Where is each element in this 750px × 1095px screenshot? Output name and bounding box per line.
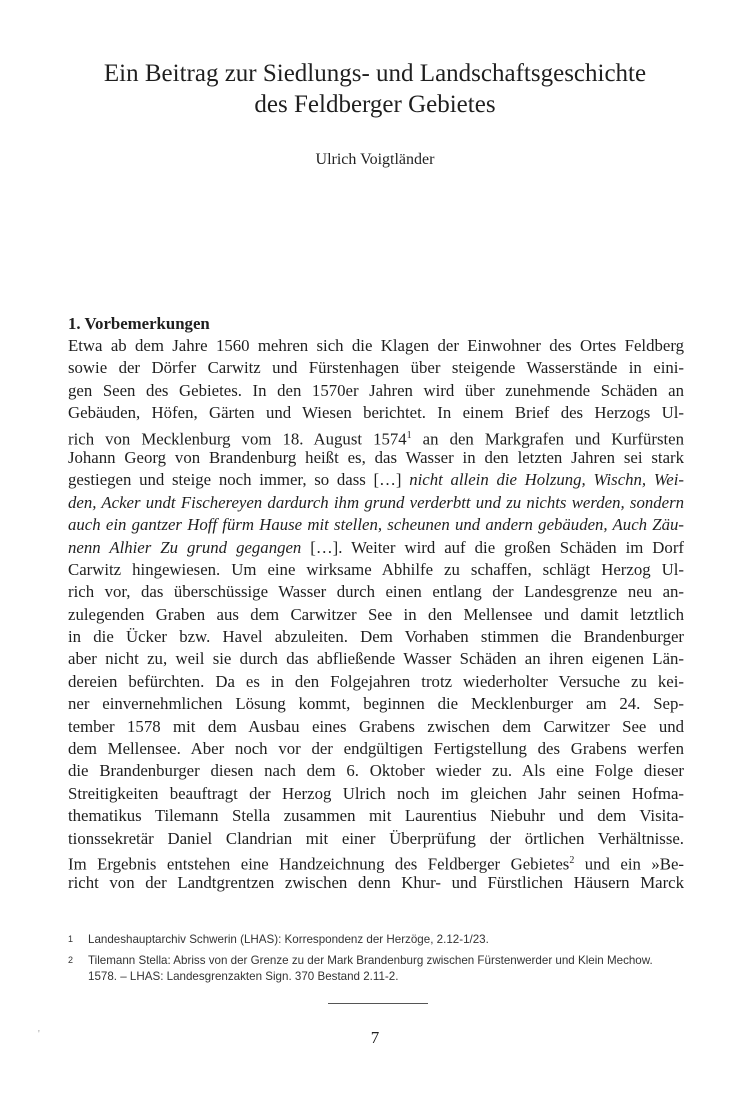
title-line-1: Ein Beitrag zur Siedlungs- und Landschaftsgeschichte xyxy=(103,60,647,87)
body-line xyxy=(68,469,684,491)
body-line: zulegenden Graben aus dem Carwitzer See in den Mellensee und damit letztlich xyxy=(68,604,684,624)
body-line: dem Mellensee. Aber noch vor der endgültigen Fertigstellung des Grabens werfen xyxy=(68,739,684,759)
quote-text: nicht allein die Holzung, Wischn, Wei- xyxy=(409,470,684,490)
quote-text: den, Acker undt Fischereyen dardurch ihm grund verderbtt und zu nichts werden, sondern xyxy=(68,492,684,512)
line-text: gestiegen und steige noch immer, so dass […] xyxy=(68,470,402,490)
body-line: dereien befürchten. Da es in den Folgejahren trotz wiederholter Versuche zu kei- xyxy=(68,671,684,691)
body-line xyxy=(68,425,684,447)
footnote-2 xyxy=(68,953,688,985)
footnote-number: 1 xyxy=(68,934,74,944)
line-text: Im Ergebnis entstehen eine Handzeichnung des Feldberger Gebietes xyxy=(68,854,570,874)
section-body xyxy=(68,313,684,895)
quote-text: auch ein gantzer Hoff fürm Hause mit stellen, scheunen und andern gebäuden, Auch Zäu- xyxy=(68,515,684,535)
body-line: Streitigkeiten beauftragt der Herzog Ulrich noch im gleichen Jahr seinen Hofma- xyxy=(68,783,684,803)
footnote-text: 1578. – LHAS: Landesgrenzakten Sign. 370 Bestand 2.11-2. xyxy=(88,970,399,983)
body-line: Etwa ab dem Jahre 1560 mehren sich die Klagen der Einwohner des Ortes Feldberg xyxy=(68,336,684,355)
line-text: […]. Weiter wird auf die großen Schäden im Dorf xyxy=(301,537,684,557)
body-line: tionssekretär Daniel Clandrian mit einer Überprüfung der örtlichen Verhältnisse. xyxy=(68,828,684,848)
body-line: Johann Georg von Brandenburg heißt es, das Wasser in den letzten Jahren sei stark xyxy=(68,447,684,467)
section-heading: 1. Vorbemerkungen xyxy=(68,314,210,333)
body-line: sowie der Dörfer Carwitz und Fürstenhagen über steigende Wasserstände in eini- xyxy=(68,358,684,378)
footer-divider xyxy=(328,1003,428,1004)
page-number: 7 xyxy=(370,1028,380,1047)
body-line: thematikus Tilemann Stella zusammen mit Laurentius Niebuhr und dem Visita- xyxy=(68,806,684,826)
body-line: Gebäuden, Höfen, Gärten und Wiesen berichtet. In einem Brief des Herzogs Ul- xyxy=(68,403,684,423)
author-name: Ulrich Voigtländer xyxy=(315,151,435,168)
footnote-number: 2 xyxy=(68,955,74,965)
footnote-text: Tilemann Stella: Abriss von der Grenze zu der Mark Brandenburg zwischen Fürstenwerder und Klein Mechow. xyxy=(88,954,653,967)
line-text: rich von Mecklenburg vom 18. August 1574 xyxy=(68,429,407,449)
title-line-2: des Feldberger Gebietes xyxy=(254,91,496,118)
body-line: richt von der Landtgrentzen zwischen denn Khur- und Fürstlichen Häusern Marck xyxy=(68,873,684,893)
body-line xyxy=(68,850,684,872)
line-text: an den Markgrafen und Kurfürsten xyxy=(411,429,685,449)
body-line xyxy=(68,492,684,514)
footnote-ref-1: 1 xyxy=(406,429,412,441)
body-line: gen Seen des Gebietes. In den 1570er Jahren wird über zunehmende Schäden an xyxy=(68,380,684,400)
body-line xyxy=(68,537,684,559)
footnote-1 xyxy=(68,932,688,948)
footnote-text: Landeshauptarchiv Schwerin (LHAS): Korrespondenz der Herzöge, 2.12-1/23. xyxy=(88,933,489,946)
line-text: und ein »Be- xyxy=(574,854,684,874)
quote-text: nenn Alhier Zu grund gegangen xyxy=(68,537,302,557)
body-line: ner einvernehmlichen Lösung kommt, beginnen die Mecklenburger am 24. Sep- xyxy=(68,694,684,714)
body-line xyxy=(68,514,684,536)
body-line: rich vor, das überschüssige Wasser durch einen entlang der Landesgrenze neu an- xyxy=(68,582,684,602)
body-line: aber nicht zu, weil sie durch das abfließende Wasser Schäden an ihren eigenen Län- xyxy=(68,649,684,669)
body-line: Carwitz hingewiesen. Um eine wirksame Abhilfe zu schaffen, schlägt Herzog Ul- xyxy=(68,559,684,579)
footnote-ref-2: 2 xyxy=(569,854,575,866)
footnotes xyxy=(68,932,688,990)
margin-mark: ' xyxy=(38,1029,40,1040)
body-line: tember 1578 mit dem Ausbau eines Grabens zwischen dem Carwitzer See und xyxy=(68,716,684,736)
body-line: die Brandenburger diesen nach dem 6. Oktober wieder zu. Als eine Folge dieser xyxy=(68,761,684,781)
article-title xyxy=(60,58,690,120)
body-line: in die Ücker bzw. Havel abzuleiten. Dem Vorhaben stimmen die Brandenburger xyxy=(68,627,684,647)
